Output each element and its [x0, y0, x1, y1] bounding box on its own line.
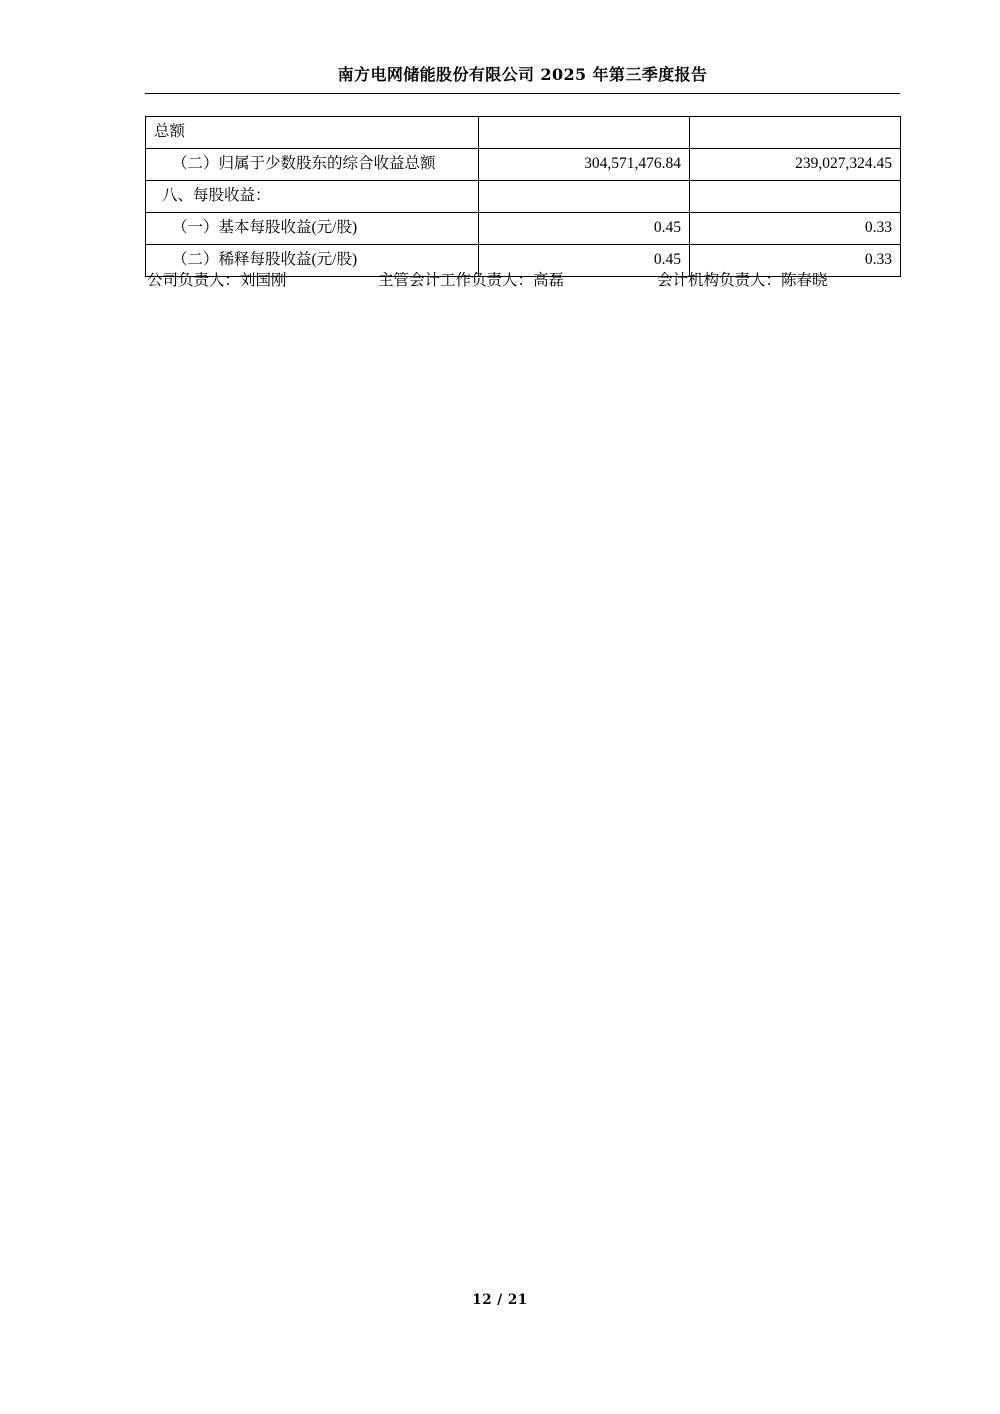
table-row — [146, 117, 901, 149]
row-value-prior: 0.33 — [690, 245, 901, 277]
row-value-prior — [690, 117, 901, 149]
row-value-prior — [690, 181, 901, 213]
row-value-current: 0.45 — [479, 245, 690, 277]
row-value-current: 304,571,476.84 — [479, 149, 690, 181]
row-label: （二）归属于少数股东的综合收益总额 — [146, 149, 479, 181]
table-row — [146, 149, 901, 181]
signature-line — [145, 268, 900, 292]
row-value-prior: 0.33 — [690, 213, 901, 245]
table-row — [146, 213, 901, 245]
page-number: 12 / 21 — [472, 1292, 528, 1308]
row-value-prior: 239,027,324.45 — [690, 149, 901, 181]
row-label: 总额 — [146, 117, 479, 149]
signature-accounting-org-head: 会计机构负责人：陈春晓 — [657, 272, 828, 289]
financial-table — [145, 116, 901, 277]
row-value-current — [479, 117, 690, 149]
signature-company-head: 公司负责人：刘国刚 — [147, 272, 287, 289]
header-divider — [145, 93, 900, 94]
row-label: （二）稀释每股收益(元/股) — [146, 245, 479, 277]
table-row — [146, 181, 901, 213]
row-label: （一）基本每股收益(元/股) — [146, 213, 479, 245]
signature-accounting-head: 主管会计工作负责人：高磊 — [378, 272, 565, 289]
row-value-current: 0.45 — [479, 213, 690, 245]
row-value-current — [479, 181, 690, 213]
page-header-title: 南方电网储能股份有限公司 2025 年第三季度报告 — [337, 65, 708, 84]
row-label: 八、每股收益： — [146, 181, 479, 213]
